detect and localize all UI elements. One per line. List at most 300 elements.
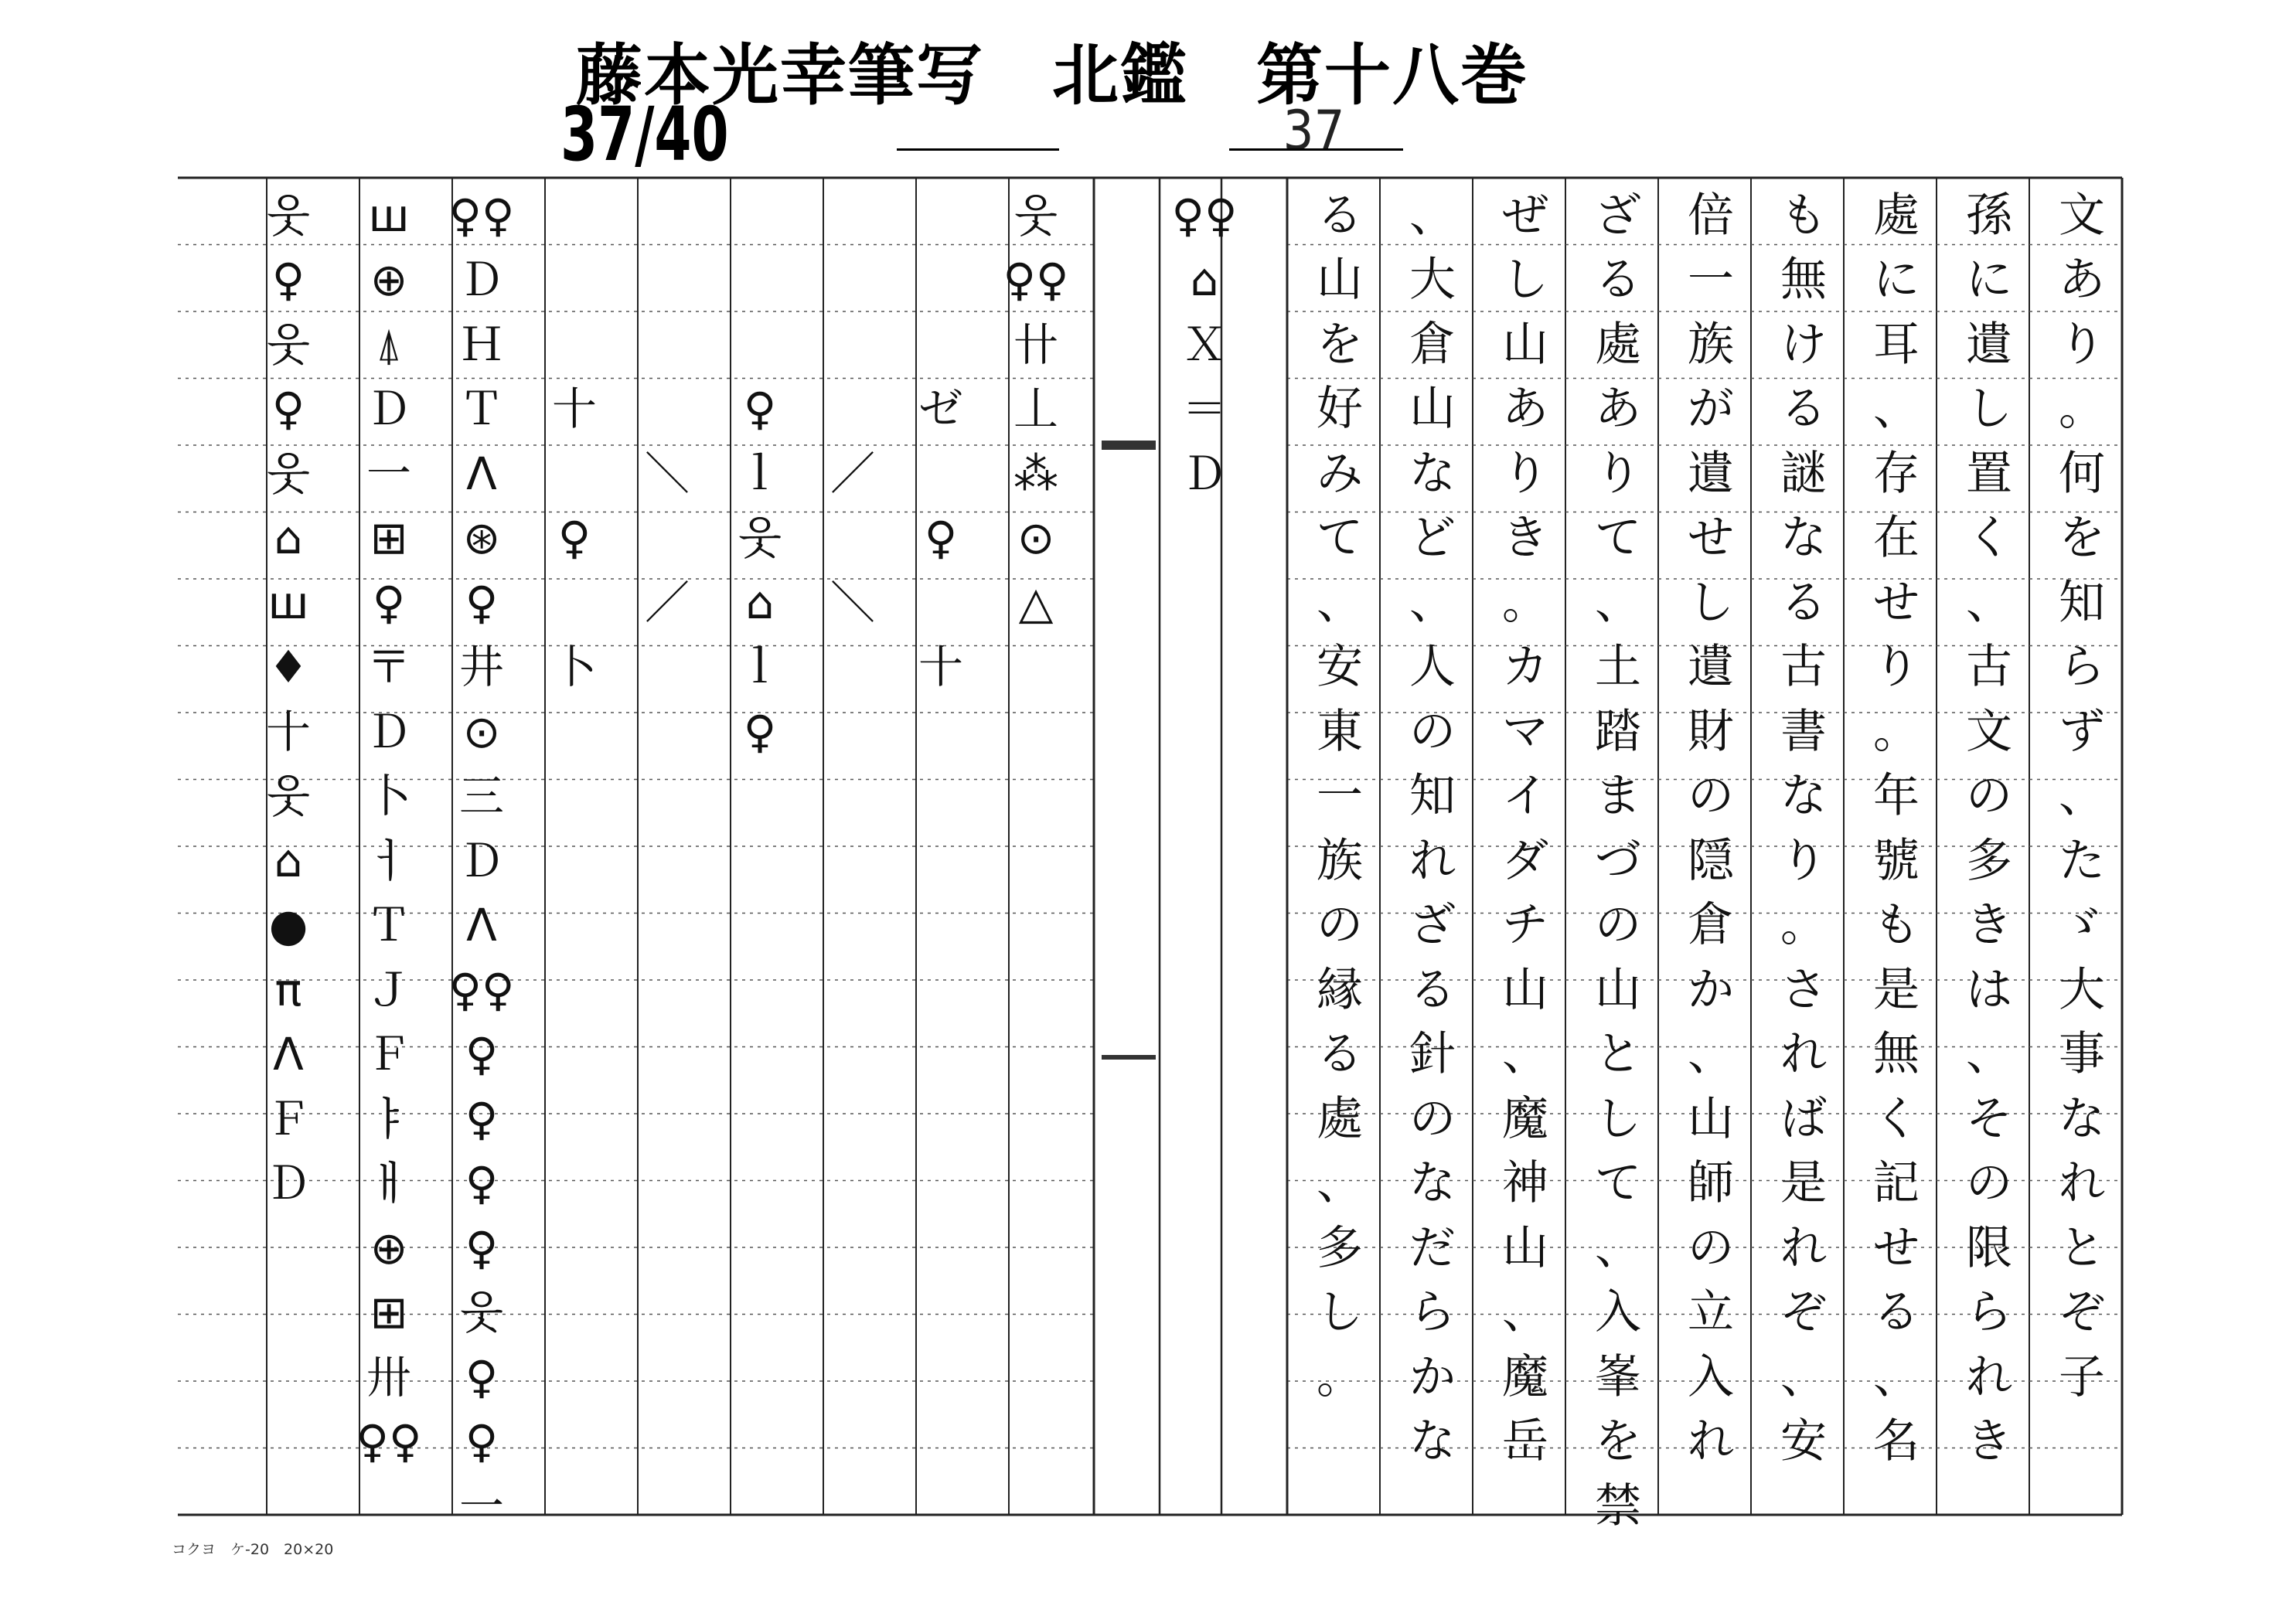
symbol-column-3: [918, 183, 964, 699]
symbol-glyph: [829, 312, 876, 377]
manuscript-char: 、: [1688, 1027, 1734, 1082]
page-number-underline: [1229, 148, 1403, 151]
manuscript-char: 號: [1873, 833, 1920, 888]
symbol-glyph: ♀: [743, 705, 777, 758]
manuscript-char: 。: [1873, 704, 1920, 759]
manuscript-char: 、: [1873, 1349, 1920, 1404]
manuscript-char: 多: [1317, 1220, 1363, 1275]
document-title: 藤本光幸筆写 北鑑 第十八巻: [576, 37, 1528, 114]
symbol-glyph: [829, 248, 876, 313]
symbol-glyph: 웃: [738, 512, 782, 565]
manuscript-char: し: [1966, 382, 2012, 437]
manuscript-char: る: [1780, 382, 1827, 437]
symbol-glyph: ゼ: [918, 383, 963, 436]
symbol-glyph: ♀♀: [1003, 253, 1069, 307]
symbol-glyph: [551, 570, 598, 635]
symbol-glyph: 〒: [366, 641, 411, 694]
manuscript-char: 謎: [1780, 446, 1827, 501]
manuscript-char: ダ: [1502, 833, 1548, 888]
paper-brand-label: コクヨ ケ-20 20×20: [172, 1541, 334, 1558]
symbol-column-10: [265, 183, 312, 1216]
manuscript-char: 一: [1317, 769, 1363, 824]
manuscript-char: 師: [1688, 1156, 1734, 1211]
manuscript-char: る: [1595, 253, 1641, 308]
manuscript-char: 倉: [1688, 898, 1734, 953]
symbol-glyph: 十: [918, 641, 963, 694]
manuscript-char: に: [1873, 253, 1920, 308]
symbol-glyph: ⌂: [274, 512, 303, 565]
manuscript-char: 知: [1409, 769, 1456, 824]
text-column-4: [1780, 183, 1827, 1474]
manuscript-char: 山: [1409, 382, 1456, 437]
manuscript-char: 是: [1780, 1156, 1827, 1211]
symbol-glyph: ♀: [465, 1028, 499, 1081]
manuscript-char: 針: [1409, 1027, 1456, 1082]
manuscript-char: 耳: [1873, 317, 1920, 372]
text-column-9: [1317, 183, 1363, 1410]
manuscript-char: 好: [1317, 382, 1363, 437]
manuscript-char: 、: [1780, 1349, 1827, 1404]
symbol-glyph: Ｄ: [1181, 447, 1227, 500]
symbol-glyph: ♀: [743, 383, 777, 436]
manuscript-char: 限: [1966, 1220, 2012, 1275]
symbol-glyph: ⊙: [462, 705, 501, 758]
symbol-glyph: ♀: [271, 253, 305, 307]
manuscript-char: れ: [1780, 1220, 1827, 1275]
manuscript-char: 遺: [1688, 446, 1734, 501]
manuscript-char: 、: [1409, 188, 1456, 243]
manuscript-char: し: [1502, 253, 1548, 308]
manuscript-char: の: [1688, 769, 1734, 824]
symbol-glyph: △: [1018, 576, 1054, 629]
manuscript-char: ゞ: [2059, 898, 2105, 953]
symbol-column-5: [737, 183, 783, 764]
manuscript-char: れ: [1780, 1027, 1827, 1082]
symbol-glyph: ⊕: [370, 1221, 408, 1274]
manuscript-char: 東: [1317, 704, 1363, 759]
manuscript-char: そ: [1966, 1091, 2012, 1146]
manuscript-char: き: [1966, 898, 2012, 953]
manuscript-char: 神: [1502, 1156, 1548, 1211]
text-column-2: [1966, 183, 2012, 1474]
symbol-glyph: [644, 506, 690, 571]
manuscript-sheet: [174, 166, 2126, 1533]
manuscript-char: ぞ: [1780, 1285, 1827, 1340]
symbol-glyph: Ｄ: [458, 834, 504, 887]
manuscript-char: 孫: [1966, 188, 2012, 243]
manuscript-char: 處: [1595, 317, 1641, 372]
gutter-marker: [1102, 1055, 1156, 1060]
manuscript-char: 無: [1873, 1027, 1920, 1082]
manuscript-char: る: [1873, 1285, 1920, 1340]
manuscript-char: せ: [1873, 575, 1920, 630]
manuscript-char: ざ: [1409, 898, 1456, 953]
manuscript-char: 書: [1780, 704, 1827, 759]
symbol-glyph: ⊕: [370, 253, 408, 307]
symbol-glyph: ♀: [465, 1092, 499, 1145]
symbol-glyph: ♦: [268, 641, 308, 694]
manuscript-char: み: [1317, 446, 1363, 501]
manuscript-char: 記: [1873, 1156, 1920, 1211]
manuscript-char: の: [1966, 769, 2012, 824]
manuscript-char: の: [1409, 704, 1456, 759]
symbol-glyph: ш: [267, 576, 309, 629]
symbol-glyph: ㅑ: [366, 1092, 411, 1145]
manuscript-char: ど: [1409, 511, 1456, 566]
symbol-glyph: [918, 183, 964, 248]
symbol-glyph: [737, 248, 783, 313]
text-column-1: [2059, 183, 2105, 1410]
symbol-glyph: ⁂: [1013, 447, 1058, 500]
symbol-glyph: Ｄ: [366, 705, 411, 758]
manuscript-char: り: [1595, 446, 1641, 501]
symbol-glyph: 웃: [266, 447, 311, 500]
manuscript-char: あ: [2059, 253, 2105, 308]
symbol-glyph: ㅓ: [366, 834, 411, 887]
manuscript-char: な: [1409, 446, 1456, 501]
text-column-8: [1409, 183, 1456, 1474]
symbol-glyph: 一: [366, 447, 411, 500]
manuscript-char: の: [1409, 1091, 1456, 1146]
manuscript-char: 。: [1317, 1349, 1363, 1404]
symbol-glyph: ♀: [465, 1221, 499, 1274]
manuscript-char: ら: [2059, 640, 2105, 695]
manuscript-char: 處: [1317, 1091, 1363, 1146]
manuscript-char: せ: [1873, 1220, 1920, 1275]
manuscript-char: 。: [1502, 575, 1548, 630]
symbol-glyph: Ｄ: [265, 1157, 311, 1210]
symbol-glyph: ／: [829, 447, 875, 500]
symbol-glyph: [829, 635, 876, 700]
manuscript-char: て: [1595, 511, 1641, 566]
manuscript-char: も: [1873, 898, 1920, 953]
symbol-glyph: [551, 248, 598, 313]
manuscript-char: 存: [1873, 446, 1920, 501]
manuscript-char: は: [1966, 962, 2012, 1017]
symbol-glyph: ＼: [644, 447, 690, 500]
manuscript-char: 、: [1502, 1285, 1548, 1340]
symbol-glyph: 卜: [366, 770, 411, 823]
symbol-glyph: 웃: [266, 189, 311, 242]
manuscript-char: 文: [2059, 188, 2105, 243]
manuscript-char: 山: [1502, 317, 1548, 372]
text-column-7: [1502, 183, 1548, 1474]
symbol-glyph: ⊛: [462, 512, 501, 565]
manuscript-char: カ: [1502, 640, 1548, 695]
manuscript-char: 禁: [1595, 1478, 1641, 1533]
manuscript-char: 是: [1873, 962, 1920, 1017]
manuscript-char: 山: [1688, 1091, 1734, 1146]
symbol-glyph: ＝: [1181, 383, 1227, 436]
symbol-glyph: [644, 312, 690, 377]
symbol-glyph: 丄: [1013, 383, 1058, 436]
manuscript-char: れ: [2059, 1156, 2105, 1211]
symbol-column-1: [1171, 183, 1238, 506]
symbol-column-2: [1003, 183, 1069, 635]
symbol-glyph: 十: [551, 383, 597, 436]
symbol-glyph: ⍋: [375, 318, 403, 371]
symbol-glyph: [551, 183, 598, 248]
manuscript-char: ば: [1780, 1091, 1827, 1146]
symbol-glyph: ｌ: [737, 447, 782, 500]
manuscript-char: 、: [1595, 575, 1641, 630]
manuscript-char: 、: [1966, 575, 2012, 630]
manuscript-char: て: [1317, 511, 1363, 566]
symbol-glyph: ⊙: [1017, 512, 1055, 565]
symbol-glyph: ♀: [465, 1415, 499, 1468]
symbol-glyph: π: [274, 963, 302, 1016]
manuscript-char: と: [2059, 1220, 2105, 1275]
symbol-column-7: [551, 183, 598, 699]
symbol-glyph: 卅: [366, 1350, 411, 1404]
symbol-glyph: ⊞: [370, 1286, 408, 1339]
symbol-glyph: [918, 570, 964, 635]
manuscript-char: 入: [1688, 1349, 1734, 1404]
manuscript-char: あ: [1502, 382, 1548, 437]
symbol-glyph: [829, 506, 876, 571]
manuscript-char: り: [1873, 640, 1920, 695]
symbol-glyph: Ｆ: [366, 1028, 411, 1081]
manuscript-char: 族: [1317, 833, 1363, 888]
symbol-column-6: [644, 183, 690, 699]
manuscript-char: 立: [1688, 1285, 1734, 1340]
symbol-glyph: ⌂: [745, 576, 775, 629]
manuscript-char: 魔: [1502, 1091, 1548, 1146]
symbol-glyph: [918, 248, 964, 313]
manuscript-char: 古: [1780, 640, 1827, 695]
manuscript-char: れ: [1409, 833, 1456, 888]
symbol-glyph: 卜: [551, 641, 597, 694]
symbol-glyph: 웃: [1013, 189, 1058, 242]
symbol-glyph: [644, 635, 690, 700]
manuscript-char: の: [1966, 1156, 2012, 1211]
symbol-glyph: Ｔ: [366, 899, 411, 952]
symbol-glyph: [644, 377, 690, 442]
manuscript-char: 。: [1780, 898, 1827, 953]
symbol-glyph: Ｊ: [366, 963, 411, 1016]
blank-line: [897, 148, 1059, 151]
symbol-glyph: 一: [458, 1479, 504, 1533]
manuscript-char: 、: [1595, 1220, 1641, 1275]
manuscript-char: く: [1873, 1091, 1920, 1146]
manuscript-char: さ: [1780, 962, 1827, 1017]
symbol-glyph: ㅐ: [366, 1157, 411, 1210]
symbol-glyph: ⊞: [370, 512, 408, 565]
symbol-glyph: [918, 312, 964, 377]
symbol-glyph: [918, 441, 964, 506]
symbol-glyph: 三: [458, 770, 504, 823]
manuscript-char: 、: [1409, 575, 1456, 630]
manuscript-char: ず: [2059, 704, 2105, 759]
manuscript-char: 文: [1966, 704, 2012, 759]
symbol-glyph: ♀: [557, 512, 591, 565]
manuscript-char: 、: [2059, 769, 2105, 824]
manuscript-char: け: [1780, 317, 1827, 372]
manuscript-char: づ: [1595, 833, 1641, 888]
manuscript-char: ぞ: [2059, 1285, 2105, 1340]
symbol-glyph: 웃: [266, 318, 311, 371]
manuscript-char: か: [1688, 962, 1734, 1017]
manuscript-char: て: [1595, 1156, 1641, 1211]
symbol-glyph: [829, 377, 876, 442]
symbol-glyph: [551, 312, 598, 377]
manuscript-char: 遺: [1688, 640, 1734, 695]
manuscript-char: も: [1780, 188, 1827, 243]
symbol-glyph: Ｈ: [458, 318, 504, 371]
symbol-glyph: ⌂: [1190, 253, 1219, 307]
symbol-glyph: Λ: [466, 899, 497, 952]
symbol-glyph: Λ: [273, 1028, 304, 1081]
symbol-glyph: ♀: [924, 512, 958, 565]
manuscript-char: 事: [2059, 1027, 2105, 1082]
manuscript-char: ざ: [1595, 188, 1641, 243]
symbol-glyph: 卄: [1013, 318, 1058, 371]
manuscript-char: マ: [1502, 704, 1548, 759]
manuscript-char: 遺: [1966, 317, 2012, 372]
manuscript-char: 一: [1688, 253, 1734, 308]
symbol-glyph: [737, 312, 783, 377]
manuscript-char: 山: [1502, 962, 1548, 1017]
manuscript-char: し: [1317, 1285, 1363, 1340]
manuscript-char: を: [2059, 511, 2105, 566]
manuscript-char: に: [1966, 253, 2012, 308]
manuscript-char: か: [1409, 1349, 1456, 1404]
manuscript-char: れ: [1966, 1349, 2012, 1404]
symbol-glyph: [829, 183, 876, 248]
symbol-glyph: 井: [458, 641, 504, 694]
manuscript-char: 。: [2059, 382, 2105, 437]
manuscript-char: と: [1595, 1027, 1641, 1082]
symbol-glyph: ♀: [372, 576, 406, 629]
manuscript-char: 倍: [1688, 188, 1734, 243]
manuscript-char: を: [1317, 317, 1363, 372]
symbol-glyph: [644, 248, 690, 313]
manuscript-char: し: [1688, 575, 1734, 630]
symbol-glyph: 웃: [459, 1286, 504, 1339]
manuscript-char: 處: [1873, 188, 1920, 243]
manuscript-char: 多: [1966, 833, 2012, 888]
manuscript-char: 踏: [1595, 704, 1641, 759]
symbol-glyph: ♀♀: [356, 1415, 422, 1468]
manuscript-char: 在: [1873, 511, 1920, 566]
manuscript-char: 財: [1688, 704, 1734, 759]
manuscript-char: 、: [1317, 1156, 1363, 1211]
manuscript-char: 入: [1595, 1285, 1641, 1340]
manuscript-char: 置: [1966, 446, 2012, 501]
manuscript-char: な: [1780, 769, 1827, 824]
manuscript-char: 山: [1502, 1220, 1548, 1275]
manuscript-char: 縁: [1317, 962, 1363, 1017]
symbol-glyph: Ｄ: [458, 253, 504, 307]
manuscript-char: 、: [1317, 575, 1363, 630]
symbol-glyph: [551, 441, 598, 506]
manuscript-char: り: [1780, 833, 1827, 888]
symbol-glyph: [644, 183, 690, 248]
manuscript-char: 大: [1409, 253, 1456, 308]
manuscript-char: 何: [2059, 446, 2105, 501]
symbol-glyph: ♀: [465, 576, 499, 629]
manuscript-char: ぜ: [1502, 188, 1548, 243]
manuscript-char: 年: [1873, 769, 1920, 824]
manuscript-char: る: [1317, 188, 1363, 243]
manuscript-char: し: [1595, 1091, 1641, 1146]
manuscript-char: 、: [1873, 382, 1920, 437]
manuscript-char: 倉: [1409, 317, 1456, 372]
manuscript-char: れ: [1688, 1414, 1734, 1469]
symbol-glyph: ♀: [465, 1350, 499, 1404]
manuscript-char: 古: [1966, 640, 2012, 695]
manuscript-char: の: [1317, 898, 1363, 953]
manuscript-char: 土: [1595, 640, 1641, 695]
manuscript-char: り: [1502, 446, 1548, 501]
manuscript-char: る: [1780, 575, 1827, 630]
manuscript-char: た: [2059, 833, 2105, 888]
manuscript-char: く: [1966, 511, 2012, 566]
manuscript-char: が: [1688, 382, 1734, 437]
symbol-glyph: 十: [265, 705, 311, 758]
symbol-glyph: ♀: [271, 383, 305, 436]
symbol-glyph: ♀♀: [448, 189, 515, 242]
text-column-6: [1595, 183, 1641, 1539]
manuscript-char: き: [1966, 1414, 2012, 1469]
manuscript-char: 安: [1317, 640, 1363, 695]
manuscript-char: ま: [1595, 769, 1641, 824]
page-number: 37: [1283, 99, 1345, 162]
manuscript-char: 、: [1502, 1027, 1548, 1082]
symbol-column-8: [448, 183, 515, 1539]
manuscript-char: ら: [1409, 1285, 1456, 1340]
manuscript-char: を: [1595, 1414, 1641, 1469]
symbol-glyph: [737, 183, 783, 248]
symbol-glyph: ♀: [465, 1157, 499, 1210]
manuscript-char: な: [1780, 511, 1827, 566]
manuscript-char: き: [1502, 511, 1548, 566]
manuscript-char: な: [1409, 1156, 1456, 1211]
manuscript-char: 無: [1780, 253, 1827, 308]
manuscript-char: 岳: [1502, 1414, 1548, 1469]
manuscript-char: 人: [1409, 640, 1456, 695]
manuscript-char: 山: [1595, 962, 1641, 1017]
symbol-glyph: ♀♀: [1171, 189, 1238, 242]
manuscript-char: 山: [1317, 253, 1363, 308]
text-column-5: [1688, 183, 1734, 1474]
manuscript-char: 大: [2059, 962, 2105, 1017]
manuscript-char: 隠: [1688, 833, 1734, 888]
manuscript-char: ら: [1966, 1285, 2012, 1340]
symbol-glyph: Ｆ: [265, 1092, 311, 1145]
symbol-glyph: ⌂: [274, 834, 303, 887]
symbol-column-9: [356, 183, 422, 1474]
symbol-glyph: ＼: [829, 576, 875, 629]
gutter-marker: [1102, 441, 1156, 450]
symbol-glyph: ●: [268, 899, 308, 952]
manuscript-char: る: [1409, 962, 1456, 1017]
symbol-glyph: ♀♀: [448, 963, 515, 1016]
symbol-column-4: [829, 183, 876, 699]
manuscript-char: チ: [1502, 898, 1548, 953]
manuscript-char: 名: [1873, 1414, 1920, 1469]
symbol-glyph: Ｔ: [458, 383, 504, 436]
page-count: 37/40: [560, 91, 729, 178]
manuscript-char: 族: [1688, 317, 1734, 372]
symbol-glyph: ｌ: [737, 641, 782, 694]
manuscript-char: の: [1595, 898, 1641, 953]
symbol-glyph: Λ: [466, 447, 497, 500]
symbol-glyph: ш: [368, 189, 410, 242]
manuscript-char: 峯: [1595, 1349, 1641, 1404]
manuscript-char: の: [1688, 1220, 1734, 1275]
text-column-3: [1873, 183, 1920, 1474]
